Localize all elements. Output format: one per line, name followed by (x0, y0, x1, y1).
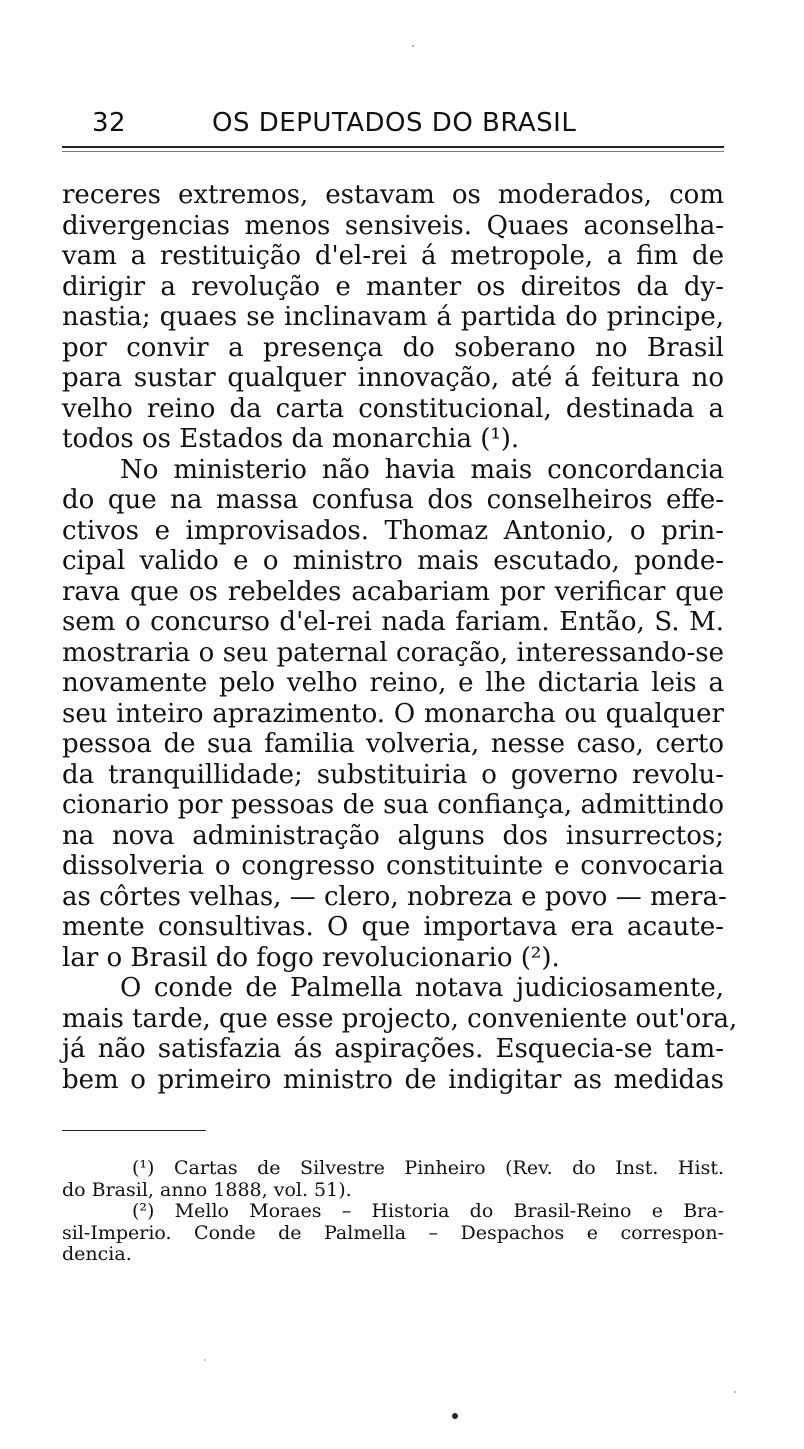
text-line: rava que os rebeldes acabariam por verificar que (62, 576, 724, 607)
text-line: velho reino da carta constitucional, destinada a (62, 393, 724, 424)
footnote-line: sil-Imperio. Conde de Palmella – Despachos e correspon- (62, 1221, 724, 1244)
footnote-line: (²) Mello Moraes – Historia do Brasil-Reino e Bra- (132, 1200, 724, 1222)
text-line: O conde de Palmella notava judiciosamente, (120, 973, 724, 1003)
text-line: receres extremos, estavam os moderados, com (62, 180, 724, 210)
text-line: novamente pelo velho reino, e lhe dictaria leis a (62, 668, 724, 698)
text-line: por convir a presença do soberano no Brasil (62, 332, 724, 363)
text-line: da tranquillidade; substituiria o governo revolu- (62, 759, 724, 790)
text-line: na nova administração alguns dos insurrectos; (62, 820, 724, 851)
text-line: mostraria o seu paternal coração, interessando-se (62, 637, 724, 668)
text-line: bem o primeiro ministro de indigitar as medidas (62, 1064, 724, 1095)
text-line: as côrtes velhas, — clero, nobreza e povo — mera- (62, 881, 727, 912)
footnote-line: (¹) Cartas de Silvestre Pinheiro (Rev. do Inst. Hist. (132, 1157, 724, 1179)
text-line: seu inteiro aprazimento. O monarcha ou qualquer (62, 698, 724, 729)
text-line: dissolveria o congresso constituinte e convocaria (62, 851, 724, 881)
text-line: sem o concurso d'el-rei nada fariam. Então, S. M. (62, 607, 724, 637)
text-line: todos os Estados da monarchia (¹). (62, 424, 520, 454)
text-line: cipal valido e o ministro mais escutado, ponde- (62, 546, 724, 576)
text-line: cionario por pessoas de sua confiança, admittindo (62, 790, 724, 820)
text-line: do que na massa confusa dos conselheiros effe- (62, 485, 724, 515)
footnote-line: dencia. (62, 1243, 132, 1265)
text-line: já não satisfazia ás aspirações. Esquecia-se tam- (62, 1034, 724, 1064)
text-line: ctivos e improvisados. Thomaz Antonio, o prin- (62, 515, 724, 546)
text-line: para sustar qualquer innovação, até á feitura no (62, 363, 724, 393)
page-number: 32 (92, 108, 127, 138)
text-line: No ministerio não havia mais concordancia (120, 454, 724, 485)
text-line: vam a restituição d'el-rei á metropole, a fim de (62, 241, 724, 271)
footnote-line: do Brasil, anno 1888, vol. 51). (62, 1178, 352, 1201)
text-line: mais tarde, que esse projecto, conveniente out'ora, (62, 1003, 738, 1034)
text-line: pessoa de sua familia volveria, nesse caso, certo (62, 729, 724, 759)
text-line: dirigir a revolução e manter os direitos da dy- (62, 271, 724, 302)
running-title: OS DEPUTADOS DO BRASIL (212, 108, 577, 138)
text-line: lar o Brasil do fogo revolucionario (²). (62, 942, 560, 973)
text-line: mente consultivas. O que importava era acaute- (62, 912, 724, 942)
text-line: nastia; quaes se inclinavam á partida do principe, (62, 302, 724, 332)
text-line: divergencias menos sensiveis. Quaes aconselha- (62, 210, 724, 241)
